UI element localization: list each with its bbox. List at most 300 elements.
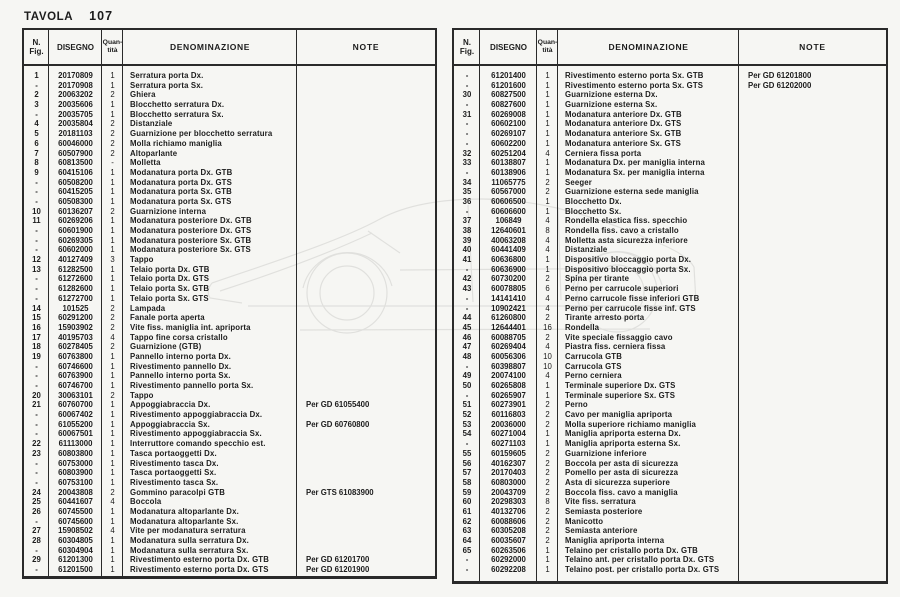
disegno-cell: 60746600 <box>58 361 93 371</box>
disegno-cell: 60078805 <box>491 284 526 294</box>
quantity-cell: 4 <box>545 342 550 352</box>
note-cell: Per GD 61201900 <box>306 565 370 575</box>
disegno-cell: 60753100 <box>58 477 93 487</box>
denomination-cell: Molla richiamo maniglia <box>130 138 222 148</box>
disegno-cell: 60803900 <box>58 468 93 478</box>
note-cell <box>739 439 886 449</box>
note-cell <box>739 100 886 110</box>
disegno-cell: 61282500 <box>58 264 93 274</box>
fig-cell: - <box>465 390 469 400</box>
quantity-cell: 1 <box>110 545 115 555</box>
quantity-cell: 1 <box>545 80 550 90</box>
disegno-cell: 20043709 <box>491 487 526 497</box>
table-row <box>454 265 886 275</box>
fig-cell: - <box>465 303 469 313</box>
note-cell <box>297 187 435 197</box>
disegno-cell: 60035607 <box>491 536 526 545</box>
fig-cell: 23 <box>32 448 41 458</box>
table-row <box>454 149 886 159</box>
denomination-cell: Molletta asta sicurezza inferiore <box>565 235 688 245</box>
note-cell <box>739 381 886 391</box>
quantity-cell: 1 <box>110 419 115 429</box>
disegno-cell: 12644401 <box>491 322 526 332</box>
disegno-cell: 20170403 <box>491 468 526 478</box>
table-row <box>454 158 886 168</box>
disegno-cell: 20181103 <box>58 129 93 139</box>
disegno-cell: 60753000 <box>58 458 93 468</box>
table-row <box>454 449 886 459</box>
fig-cell: 29 <box>32 555 41 565</box>
quantity-cell: 4 <box>545 216 550 226</box>
quantity-cell: 4 <box>545 245 550 255</box>
denomination-cell: Modanatura Sx. per maniglia interna <box>565 167 705 177</box>
fig-cell: 5 <box>34 129 39 139</box>
quantity-cell: 2 <box>110 90 115 100</box>
quantity-cell: 1 <box>110 274 115 284</box>
note-cell <box>297 459 435 469</box>
quantity-cell: 2 <box>545 177 550 187</box>
disegno-cell: 60803800 <box>58 448 93 458</box>
denomination-cell: Rondella elastica fiss. specchio <box>565 216 688 226</box>
table-row <box>454 420 886 430</box>
fig-cell: 27 <box>32 526 41 536</box>
table-row <box>454 207 886 217</box>
disegno-cell: 60269008 <box>491 109 526 119</box>
disegno-cell: 60269404 <box>491 342 526 352</box>
note-cell <box>739 158 886 168</box>
table-row <box>454 178 886 188</box>
denomination-cell: Appoggiabraccia Sx. <box>130 419 210 429</box>
quantity-cell: 1 <box>110 109 115 119</box>
note-cell <box>739 333 886 343</box>
fig-cell: - <box>35 245 38 255</box>
note-cell <box>297 304 435 314</box>
disegno-cell: 61055200 <box>58 419 93 429</box>
denomination-cell: Vite speciale fissaggio cavo <box>565 332 673 342</box>
table-row <box>24 391 435 401</box>
fig-cell: 28 <box>32 536 41 545</box>
denomination-cell: Pomello per asta di sicurezza <box>565 468 679 478</box>
denomination-cell: Modanatura sulla serratura Sx. <box>130 545 249 555</box>
table-row <box>454 468 886 478</box>
denomination-cell: Terminale superiore Sx. GTS <box>565 390 676 400</box>
table-row <box>454 236 886 246</box>
fig-cell: 65 <box>462 545 472 555</box>
table-row <box>454 333 886 343</box>
table-row <box>24 274 435 284</box>
denomination-cell: Rondella fiss. cavo a cristallo <box>565 226 679 235</box>
fig-cell: 49 <box>462 371 472 381</box>
denomination-cell: Modanatura posteriore Dx. GTS <box>130 226 252 235</box>
denomination-cell: Maniglia apriporta esterna Dx. <box>565 429 681 439</box>
disegno-cell: 60067501 <box>58 429 93 439</box>
note-cell <box>739 216 886 226</box>
note-cell <box>739 497 886 507</box>
disegno-cell: 60138906 <box>491 167 526 177</box>
table-row <box>24 400 435 410</box>
fig-cell: 58 <box>462 477 472 487</box>
disegno-cell: 60136207 <box>58 206 93 216</box>
header-fig-line1: N. <box>463 38 471 47</box>
denomination-cell: Telaio porta Sx. GTS <box>130 293 209 303</box>
disegno-cell: 60415205 <box>58 187 93 197</box>
fig-cell: 61 <box>462 506 472 516</box>
table-header <box>24 30 435 66</box>
table-row <box>24 245 435 255</box>
disegno-cell: 20170809 <box>58 71 93 80</box>
header-quantita <box>102 39 123 55</box>
quantity-cell: 1 <box>110 177 115 187</box>
note-cell <box>739 507 886 517</box>
table-row <box>24 536 435 546</box>
denomination-cell: Carrucola GTS <box>565 361 622 371</box>
quantity-cell: 4 <box>545 371 550 381</box>
disegno-cell: 60304904 <box>58 545 93 555</box>
disegno-cell: 60602200 <box>491 138 526 148</box>
disegno-cell: 60746700 <box>58 381 93 390</box>
fig-cell: 9 <box>34 167 39 177</box>
note-cell: Per GD 60760800 <box>306 419 370 429</box>
fig-cell: - <box>35 187 38 197</box>
fig-cell: - <box>35 274 38 284</box>
quantity-cell: 1 <box>545 429 550 439</box>
denomination-cell: Rivestimento esterno porta Sx. GTS <box>565 80 704 90</box>
fig-cell: 18 <box>32 342 41 352</box>
fig-cell: 47 <box>462 342 472 352</box>
fig-cell: 39 <box>462 235 472 245</box>
quantity-cell: 4 <box>545 293 550 303</box>
quantity-cell: 1 <box>110 361 115 371</box>
disegno-cell: 61272700 <box>58 293 93 303</box>
fig-cell: - <box>35 284 38 294</box>
note-cell <box>739 197 886 207</box>
disegno-cell: 60827600 <box>491 100 526 110</box>
disegno-cell: 40127409 <box>58 255 93 265</box>
fig-cell: - <box>35 429 38 439</box>
note-cell: Per GTS 61083900 <box>306 487 374 497</box>
disegno-cell: 15908502 <box>58 526 93 536</box>
note-cell <box>297 468 435 478</box>
quantity-cell: 1 <box>545 439 550 449</box>
table-row <box>24 381 435 391</box>
denomination-cell: Telaino post. per cristallo porta Dx. GTS <box>565 565 720 575</box>
denomination-cell: Ghiera <box>130 90 156 100</box>
fig-cell: 52 <box>462 410 472 420</box>
table-row <box>24 333 435 343</box>
denomination-cell: Modanatura posteriore Sx. GTB <box>130 235 252 245</box>
disegno-cell: 60088606 <box>491 516 526 526</box>
table-row <box>24 216 435 226</box>
table-row <box>24 197 435 207</box>
header-qty-line1: Quan- <box>102 39 123 46</box>
table-row <box>454 216 886 226</box>
denomination-cell: Semiasta anteriore <box>565 526 638 536</box>
table-row <box>24 565 435 575</box>
fig-cell: - <box>35 371 38 381</box>
disegno-cell: 60508200 <box>58 177 93 187</box>
quantity-cell: 8 <box>545 497 550 507</box>
header-denominazione: DENOMINAZIONE <box>169 41 251 52</box>
quantity-cell: 2 <box>110 148 115 158</box>
fig-cell: 57 <box>462 468 472 478</box>
quantity-cell: 1 <box>110 187 115 197</box>
denomination-cell: Modanatura anteriore Dx. GTB <box>565 109 682 119</box>
note-cell <box>739 546 886 556</box>
table-row <box>24 449 435 459</box>
parts-table-right <box>452 28 888 584</box>
quantity-cell: 2 <box>110 322 115 332</box>
disegno-cell: 61201500 <box>58 565 93 575</box>
fig-cell: - <box>465 100 469 110</box>
table-row <box>24 410 435 420</box>
quantity-cell: 1 <box>110 245 115 255</box>
note-cell <box>739 226 886 236</box>
denomination-cell: Blocchetto serratura Sx. <box>130 109 224 119</box>
header-qty-line2: tità <box>542 47 553 54</box>
note-cell <box>297 255 435 265</box>
fig-cell: 60 <box>462 497 472 507</box>
denomination-cell: Boccola per asta di sicurezza <box>565 458 679 468</box>
note-cell <box>739 478 886 488</box>
quantity-cell: 1 <box>545 206 550 216</box>
quantity-cell: 1 <box>545 264 550 274</box>
quantity-cell: 1 <box>110 429 115 439</box>
disegno-cell: 60763800 <box>58 351 93 361</box>
fig-cell: 7 <box>34 148 39 158</box>
denomination-cell: Rivestimento esterno porta Dx. GTB <box>130 555 269 565</box>
denomination-cell: Serratura porta Sx. <box>130 80 204 90</box>
note-cell <box>297 119 435 129</box>
note-cell <box>297 139 435 149</box>
quantity-cell: 2 <box>110 487 115 497</box>
note-cell <box>739 168 886 178</box>
quantity-cell: 1 <box>110 71 115 80</box>
note-cell <box>297 449 435 459</box>
fig-cell: 45 <box>462 322 472 332</box>
disegno-cell: 60273901 <box>491 400 526 410</box>
note-cell <box>739 323 886 333</box>
fig-cell: 59 <box>462 487 472 497</box>
quantity-cell: 1 <box>110 458 115 468</box>
fig-cell: - <box>465 293 469 303</box>
fig-cell: 37 <box>462 216 472 226</box>
fig-cell: 3 <box>34 100 39 110</box>
note-cell <box>297 100 435 110</box>
fig-cell: 64 <box>462 536 472 545</box>
disegno-cell: 61201600 <box>491 80 526 90</box>
note-cell <box>297 333 435 343</box>
fig-cell: 2 <box>34 90 39 100</box>
disegno-cell: 60138807 <box>491 158 526 168</box>
denomination-cell: Rivestimento esterno porta Dx. GTS <box>130 565 269 575</box>
disegno-cell: 60263506 <box>491 545 526 555</box>
table-row <box>24 81 435 91</box>
disegno-cell: 20063202 <box>58 90 93 100</box>
denomination-cell: Telaino per cristallo porta Dx. GTB <box>565 545 698 555</box>
fig-cell: 24 <box>32 487 41 497</box>
table-row <box>454 429 886 439</box>
denomination-cell: Telaio porta Sx. GTB <box>130 284 210 294</box>
quantity-cell: 4 <box>110 526 115 536</box>
denomination-cell: Blocchetto serratura Dx. <box>130 100 225 110</box>
fig-cell: 25 <box>32 497 41 507</box>
note-cell <box>297 158 435 168</box>
note-cell <box>739 459 886 469</box>
quantity-cell: 1 <box>545 255 550 265</box>
denomination-cell: Pannello interno porta Dx. <box>130 351 231 361</box>
quantity-cell: 1 <box>110 100 115 110</box>
note-cell <box>739 294 886 304</box>
fig-cell: - <box>35 468 38 478</box>
fig-cell: 16 <box>32 322 41 332</box>
quantity-cell: 1 <box>110 448 115 458</box>
denomination-cell: Rivestimento pannello Dx. <box>130 361 232 371</box>
denomination-cell: Vite per modanatura serratura <box>130 526 246 536</box>
table-row <box>454 555 886 565</box>
note-cell <box>297 149 435 159</box>
quantity-cell: 1 <box>110 351 115 361</box>
note-cell <box>297 546 435 556</box>
denomination-cell: Tappo <box>130 390 154 400</box>
quantity-cell: 1 <box>110 216 115 226</box>
note-cell <box>739 149 886 159</box>
fig-cell: - <box>465 129 469 139</box>
fig-cell: 4 <box>34 119 39 129</box>
quantity-cell: 1 <box>545 71 550 80</box>
disegno-cell: 20035804 <box>58 119 93 129</box>
disegno-cell: 60606500 <box>491 196 526 206</box>
header-denominazione: DENOMINAZIONE <box>608 41 689 52</box>
fig-cell: - <box>35 109 38 119</box>
note-cell <box>739 449 886 459</box>
header-disegno: DISEGNO <box>57 42 94 52</box>
denomination-cell: Rivestimento tasca Dx. <box>130 458 219 468</box>
table-row <box>24 478 435 488</box>
denomination-cell: Perno per carrucole superiori <box>565 284 679 294</box>
note-cell <box>739 526 886 536</box>
quantity-cell: 2 <box>545 468 550 478</box>
table-row <box>24 362 435 372</box>
denomination-cell: Fanale porta aperta <box>130 313 205 323</box>
fig-cell: 53 <box>462 419 472 429</box>
disegno-cell: 106849 <box>495 216 522 226</box>
table-row <box>24 110 435 120</box>
fig-cell: - <box>35 361 38 371</box>
denomination-cell: Pannello interno porta Sx. <box>130 371 231 381</box>
tavola-label: TAVOLA <box>24 11 74 23</box>
denomination-cell: Perno per carrucole fisse inf. GTS <box>565 303 696 313</box>
disegno-cell: 60116803 <box>491 410 526 420</box>
fig-cell: 43 <box>462 284 472 294</box>
denomination-cell: Modanatura porta Sx. GTS <box>130 196 232 206</box>
quantity-cell: 2 <box>545 487 550 497</box>
note-cell <box>297 410 435 420</box>
quantity-cell: 1 <box>110 235 115 245</box>
denomination-cell: Modanatura altoparlante Dx. <box>130 506 239 516</box>
denomination-cell: Modanatura altoparlante Sx. <box>130 516 239 526</box>
table-row <box>454 439 886 449</box>
note-cell <box>739 265 886 275</box>
fig-cell: - <box>35 477 38 487</box>
disegno-cell: 61282600 <box>58 284 93 294</box>
disegno-cell: 40195703 <box>58 332 93 342</box>
note-cell <box>739 488 886 498</box>
disegno-cell: 20035705 <box>58 109 93 119</box>
page-title <box>24 9 113 23</box>
disegno-cell: 61113000 <box>58 439 93 449</box>
note-cell: Per GD 61201700 <box>306 555 370 565</box>
note-cell <box>297 517 435 527</box>
table-row <box>454 197 886 207</box>
disegno-cell: 60415106 <box>58 167 93 177</box>
table-row <box>454 400 886 410</box>
table-row <box>24 488 435 498</box>
quantity-cell: 10 <box>543 351 552 361</box>
table-row <box>24 439 435 449</box>
quantity-cell: 1 <box>110 381 115 390</box>
disegno-cell: 15903902 <box>58 322 93 332</box>
table-header <box>454 30 886 66</box>
denomination-cell: Appoggiabraccia Dx. <box>130 400 211 410</box>
disegno-cell: 60269206 <box>58 216 93 226</box>
denomination-cell: Cavo per maniglia apriporta <box>565 410 673 420</box>
fig-cell: 54 <box>462 429 472 439</box>
table-row <box>454 168 886 178</box>
disegno-cell: 60441409 <box>491 245 526 255</box>
fig-cell: - <box>465 138 469 148</box>
quantity-cell: 1 <box>110 400 115 410</box>
disegno-cell: 60827500 <box>491 90 526 100</box>
denomination-cell: Guarnizione (GTB) <box>130 342 202 352</box>
table-row <box>454 362 886 372</box>
disegno-cell: 60159605 <box>491 448 526 458</box>
fig-cell: - <box>35 80 38 90</box>
denomination-cell: Distanziale <box>565 245 608 255</box>
table-row <box>24 236 435 246</box>
denomination-cell: Serratura porta Dx. <box>130 71 204 80</box>
denomination-cell: Tappo <box>130 255 154 265</box>
fig-cell: - <box>35 458 38 468</box>
denomination-cell: Modanatura sulla serratura Dx. <box>130 536 249 545</box>
table-row <box>454 526 886 536</box>
denomination-cell: Modanatura anteriore Dx. GTS <box>565 119 682 129</box>
quantity-cell: 1 <box>110 264 115 274</box>
fig-cell: 19 <box>32 351 41 361</box>
fig-cell: - <box>35 177 38 187</box>
header-qty-line2: tità <box>107 47 118 54</box>
note-cell <box>739 129 886 139</box>
header-fig-line1: N. <box>32 38 41 47</box>
fig-cell: - <box>35 226 38 235</box>
disegno-cell: 60269107 <box>491 129 526 139</box>
table-row <box>454 284 886 294</box>
fig-cell: 44 <box>462 313 472 323</box>
quantity-cell: 2 <box>545 332 550 342</box>
fig-cell: - <box>465 264 469 274</box>
denomination-cell: Maniglia apriporta esterna Sx. <box>565 439 681 449</box>
table-row <box>454 313 886 323</box>
denomination-cell: Cerniera fissa porta <box>565 148 642 158</box>
quantity-cell: 1 <box>545 109 550 119</box>
fig-cell: 17 <box>32 332 41 342</box>
disegno-cell: 60056306 <box>491 351 526 361</box>
quantity-cell: 4 <box>110 332 115 342</box>
note-cell <box>739 352 886 362</box>
header-note: NOTE <box>352 41 380 52</box>
disegno-cell: 60398807 <box>491 361 526 371</box>
denomination-cell: Perno <box>565 400 588 410</box>
fig-cell: - <box>465 206 469 216</box>
